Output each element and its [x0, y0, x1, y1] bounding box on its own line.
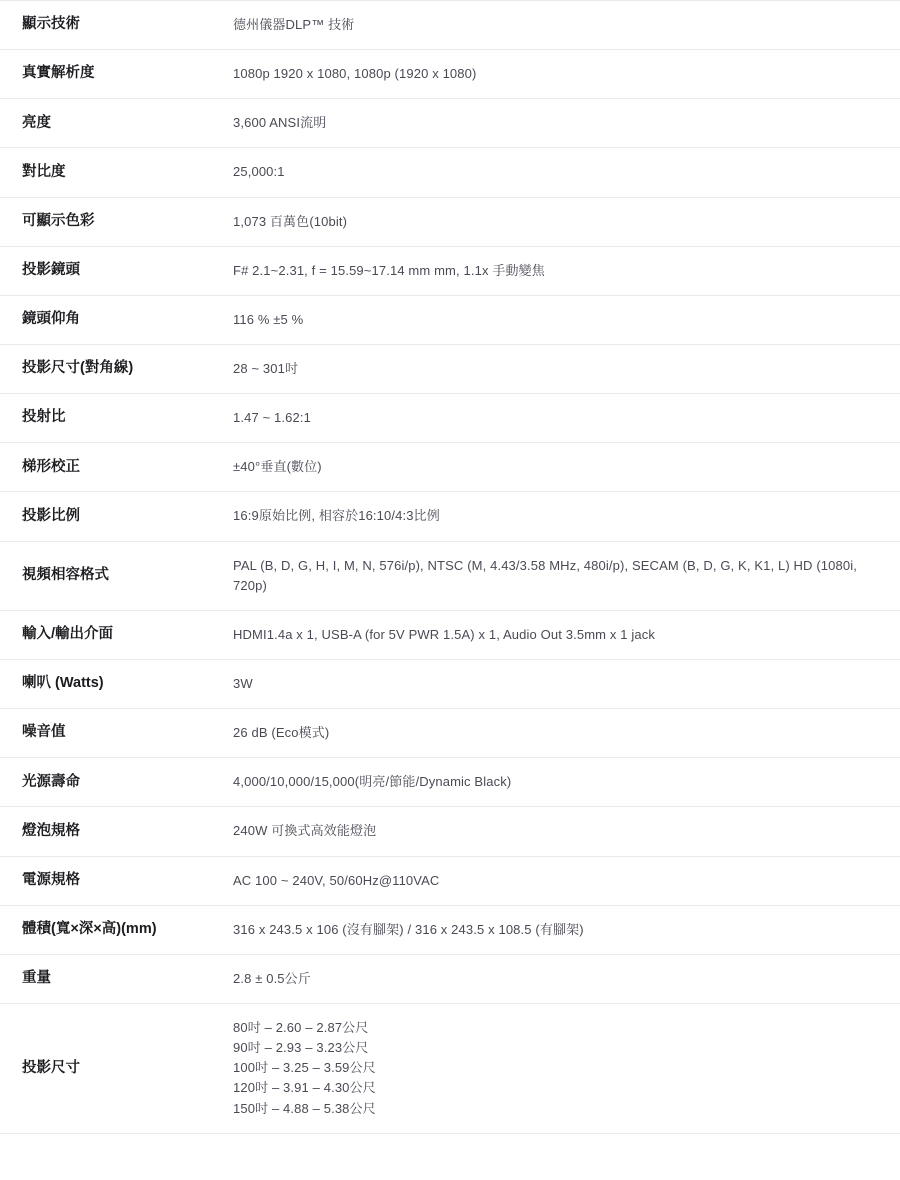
spec-value: F# 2.1~2.31, f = 15.59~17.14 mm mm, 1.1x 手動變焦 [233, 262, 545, 278]
spec-label: 電源規格 [22, 871, 80, 888]
spec-label: 投影比例 [22, 507, 80, 524]
table-row-projection-size [0, 1003, 900, 1133]
table-row [0, 344, 900, 393]
spec-label: 投影尺寸 [22, 1059, 80, 1076]
list-item: 120吋 – 3.91 – 4.30公尺 [233, 1080, 376, 1096]
spec-value: 28 ~ 301吋 [233, 360, 299, 376]
spec-value: 1080p 1920 x 1080, 1080p (1920 x 1080) [233, 66, 477, 82]
spec-label: 鏡頭仰角 [22, 311, 80, 328]
spec-value: ±40°垂直(數位) [233, 459, 322, 475]
table-row [0, 443, 900, 492]
table-row [0, 50, 900, 99]
spec-value: 316 x 243.5 x 106 (沒有腳架) / 316 x 243.5 x 108.5 (有腳架) [233, 921, 584, 937]
spec-label: 重量 [22, 970, 51, 987]
spec-value: 1,073 百萬色(10bit) [233, 213, 348, 229]
table-row [0, 246, 900, 295]
spec-label: 光源壽命 [22, 773, 80, 790]
spec-value: 116 % ±5 % [233, 311, 304, 327]
spec-value: 德州儀器DLP™ 技術 [233, 17, 355, 32]
table-row [0, 197, 900, 246]
spec-label: 輸入/輸出介面 [22, 626, 114, 643]
spec-label: 體積(寬×深×高)(mm) [22, 920, 157, 937]
table-row [0, 394, 900, 443]
spec-label: 噪音值 [22, 724, 66, 741]
spec-label: 可顯示色彩 [22, 212, 95, 229]
table-row [0, 610, 900, 659]
table-row [0, 492, 900, 541]
spec-value: 4,000/10,000/15,000(明亮/節能/Dynamic Black) [233, 774, 512, 790]
spec-label: 視頻相容格式 [22, 566, 109, 583]
spec-value: 2.8 ± 0.5公斤 [233, 970, 311, 986]
spec-value: PAL (B, D, G, H, I, M, N, 576i/p), NTSC (M, 4.43/3.58 MHz, 480i/p), SECAM (B, D, G, K, K1, L) HD (1080i, 720p) [233, 557, 857, 593]
table-row [0, 807, 900, 856]
list-item: 80吋 – 2.60 – 2.87公尺 [233, 1019, 369, 1035]
table-row [0, 954, 900, 1003]
spec-label: 投影鏡頭 [22, 261, 80, 278]
table-row [0, 659, 900, 708]
spec-value: 3,600 ANSI流明 [233, 115, 327, 131]
table-row [0, 905, 900, 954]
table-row [0, 709, 900, 758]
spec-label: 顯示技術 [22, 16, 80, 33]
spec-label: 亮度 [22, 114, 51, 131]
spec-value: 25,000:1 [233, 164, 285, 180]
table-row [0, 856, 900, 905]
table-row [0, 99, 900, 148]
spec-value: HDMI1.4a x 1, USB-A (for 5V PWR 1.5A) x 1, Audio Out 3.5mm x 1 jack [233, 626, 655, 642]
spec-label: 投射比 [22, 409, 66, 426]
spec-value: 240W 可換式高效能燈泡 [233, 823, 377, 839]
spec-value: 16:9原始比例, 相容於16:10/4:3比例 [233, 508, 440, 524]
specifications-table-body [0, 1, 900, 1134]
spec-value [233, 1003, 900, 1133]
spec-label: 對比度 [22, 163, 66, 180]
spec-value: AC 100 ~ 240V, 50/60Hz@110VAC [233, 872, 440, 888]
table-row [0, 758, 900, 807]
table-row [0, 295, 900, 344]
table-row [0, 1, 900, 50]
spec-label: 喇叭 (Watts) [22, 675, 104, 692]
spec-label: 真實解析度 [22, 65, 95, 82]
spec-label: 燈泡規格 [22, 822, 80, 839]
list-item: 150吋 – 4.88 – 5.38公尺 [233, 1100, 376, 1116]
spec-label: 梯形校正 [22, 458, 80, 475]
table-row [0, 541, 900, 610]
list-item: 90吋 – 2.93 – 3.23公尺 [233, 1040, 369, 1056]
spec-value: 3W [233, 675, 253, 691]
projection-size-list [233, 1018, 876, 1119]
list-item: 100吋 – 3.25 – 3.59公尺 [233, 1060, 376, 1076]
spec-value: 26 dB (Eco模式) [233, 725, 330, 741]
spec-label: 投影尺寸(對角線) [22, 360, 134, 377]
table-row [0, 148, 900, 197]
spec-value: 1.47 ~ 1.62:1 [233, 410, 311, 426]
